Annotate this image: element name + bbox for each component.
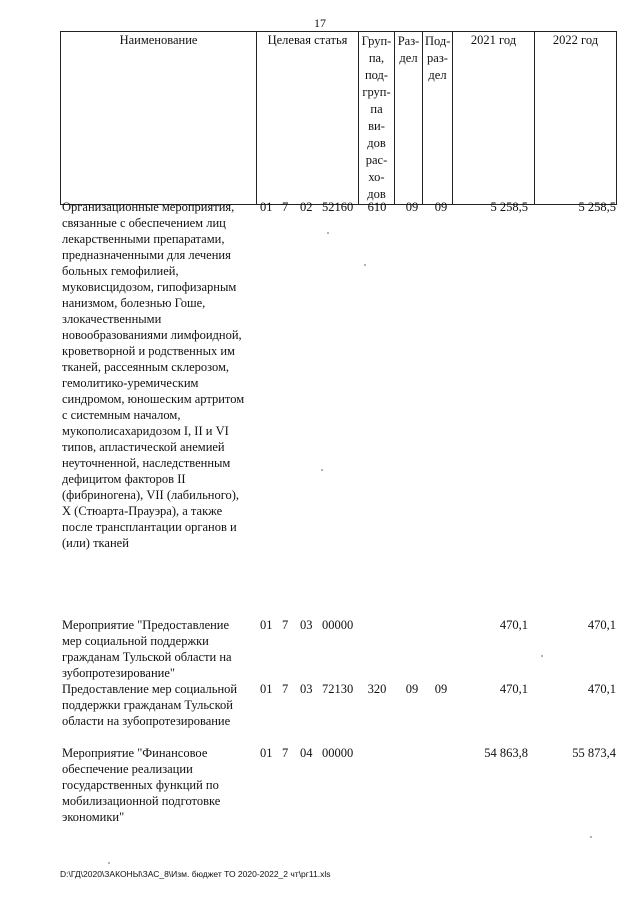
code-subprogram: 7 xyxy=(282,200,289,214)
row-name xyxy=(62,617,258,681)
code-subprogram: 7 xyxy=(282,682,289,696)
header-year-2022: 2022 год xyxy=(535,32,617,205)
row-name-line: поддержки гражданам Тульской xyxy=(62,698,233,712)
expense-group: 320 xyxy=(367,682,387,696)
row-name-line: с системным началом, xyxy=(62,408,181,422)
row-name-line: (или) тканей xyxy=(62,536,129,550)
row-name-line: мобилизационной подготовке xyxy=(62,794,221,808)
code-direction: 00000 xyxy=(322,746,354,760)
row-name-line: муковисцидозом, гипофизарным xyxy=(62,280,237,294)
row-name-line: гражданам Тульской области на xyxy=(62,650,232,664)
row-name-line: гемолитико-уремическим xyxy=(62,376,199,390)
amount-2021: 54 863,8 xyxy=(484,746,528,760)
amount-2022: 470,1 xyxy=(587,618,616,632)
row-name-line: Мероприятие "Предоставление xyxy=(62,618,230,632)
code-program: 01 xyxy=(260,618,273,632)
row-name-line: X (Стюарта-Прауэра), а также xyxy=(62,504,223,518)
code-direction: 72130 xyxy=(322,682,354,696)
row-name-line: государственных функций по xyxy=(62,778,219,792)
code-program: 01 xyxy=(260,746,273,760)
row-name-line: кроветворной и родственных им xyxy=(62,344,235,358)
code-program: 01 xyxy=(260,200,273,214)
row-name-line: Предоставление мер социальной xyxy=(62,682,238,696)
header-target: Целевая статья xyxy=(257,32,359,205)
row-name-line: неуточненной, наследственным xyxy=(62,456,231,470)
amount-2021: 5 258,5 xyxy=(490,200,528,214)
subsection: 09 xyxy=(434,200,448,214)
header-group: Груп- па, под- груп- па ви- дов рас- хо- дов xyxy=(359,32,395,205)
header-section: Раз- дел xyxy=(395,32,423,205)
code-activity: 03 xyxy=(300,618,313,632)
row-name-line: предназначенными для лечения xyxy=(62,248,231,262)
code-subprogram: 7 xyxy=(282,618,289,632)
row-name-line: новообразованиями лимфоидной, xyxy=(62,328,242,342)
row-name-line: Мероприятие "Финансовое xyxy=(62,746,208,760)
header-subsection: Под- раз- дел xyxy=(423,32,453,205)
row-name-line: экономики" xyxy=(62,810,125,824)
row-name-line: больных гемофилией, xyxy=(62,264,179,278)
code-direction: 00000 xyxy=(322,618,354,632)
row-name xyxy=(62,199,258,551)
file-path-footer: D:\ГД\2020\ЗАКОНЫ\ЗАС_8\Изм. бюджет ТО 2020-2022_2 чт\рг11.xls xyxy=(60,869,331,879)
row-name-line: дефицитом факторов II xyxy=(62,472,186,486)
column-header-table xyxy=(60,31,617,205)
code-program: 01 xyxy=(260,682,273,696)
row-name-line: синдромом, юношеским артритом xyxy=(62,392,245,406)
header-name: Наименование xyxy=(61,32,257,205)
amount-2022: 5 258,5 xyxy=(578,200,616,214)
amount-2021: 470,1 xyxy=(499,682,528,696)
code-direction: 52160 xyxy=(322,200,354,214)
code-subprogram: 7 xyxy=(282,746,289,760)
row-name-line: нанизмом, болезнью Гоше, xyxy=(62,296,206,310)
row-name xyxy=(62,681,258,729)
header-year-2021: 2021 год xyxy=(453,32,535,205)
amount-2022: 55 873,4 xyxy=(572,746,616,760)
row-name-line: связанные с обеспечением лиц xyxy=(62,216,226,230)
amount-2022: 470,1 xyxy=(587,682,616,696)
row-name-line: обеспечение реализации xyxy=(62,762,193,776)
section: 09 xyxy=(405,682,419,696)
row-name-line: мукополисахаридозом I, II и VI xyxy=(62,424,229,438)
amount-2021: 470,1 xyxy=(499,618,528,632)
row-name-line: (фибриногена), VII (лабильного), xyxy=(62,488,240,502)
row-name-line: типов, апластической анемией xyxy=(62,440,225,454)
expense-group: 610 xyxy=(367,200,387,214)
row-name-line: тканей, рассеянным склерозом, xyxy=(62,360,230,374)
code-activity: 04 xyxy=(300,746,313,760)
row-name-line: после трансплантации органов и xyxy=(62,520,237,534)
code-activity: 03 xyxy=(300,682,313,696)
section: 09 xyxy=(405,200,419,214)
code-activity: 02 xyxy=(300,200,313,214)
row-name-line: злокачественными xyxy=(62,312,162,326)
page-number: 17 xyxy=(314,16,326,30)
row-name xyxy=(62,745,258,825)
row-name-line: Организационные мероприятия, xyxy=(62,200,235,214)
row-name-line: области на зубопротезирование xyxy=(62,714,231,728)
row-name-line: зубопротезирование" xyxy=(62,666,176,680)
row-name-line: мер социальной поддержки xyxy=(62,634,209,648)
subsection: 09 xyxy=(434,682,448,696)
row-name-line: лекарственными препаратами, xyxy=(62,232,225,246)
